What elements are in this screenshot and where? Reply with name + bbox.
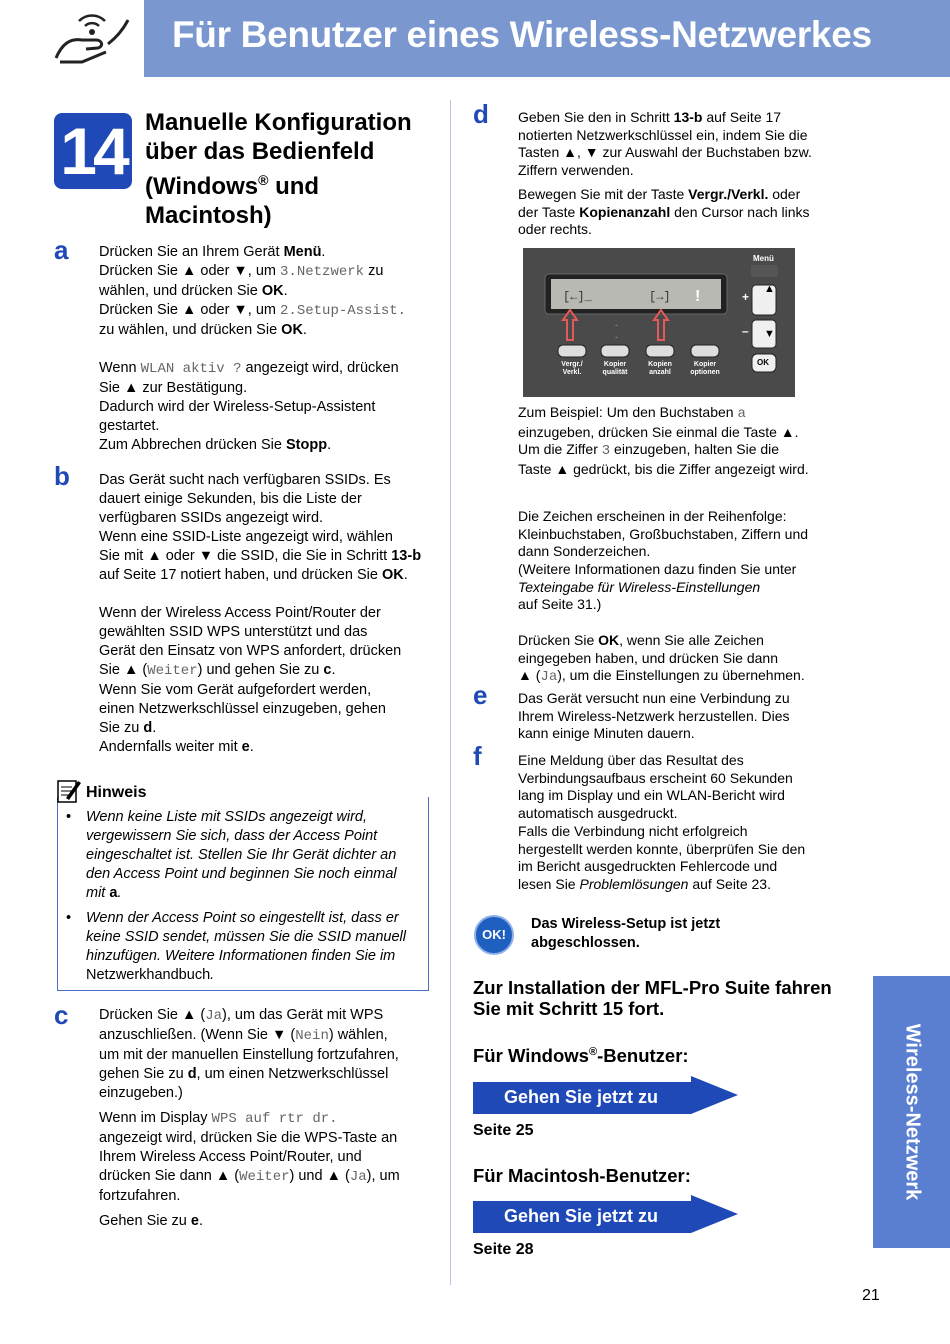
mac-heading: Für Macintosh-Benutzer:	[473, 1165, 691, 1186]
svg-text:-: -	[615, 332, 618, 342]
panel-copies-button-label: Kopien anzahl	[648, 361, 672, 376]
panel-up-arrow-icon: ▲	[764, 283, 775, 295]
step-a-text: Drücken Sie an Ihrem Gerät Menü. Drücken Sie ▲ oder ▼, um 3.Netzwerk zu wählen, und drücken Sie OK. Drücken Sie ▲ oder ▼, um 2.Setup-Assist. zu wählen, und drücken Sie OK. Wenn WLAN aktiv ? angezeigt wird, drücken Sie ▲ zur Bestätigung. Dadurch wird der Wireless-Setup-Assistent gestartet. Zum Abbrechen drücken Sie Stopp.	[99, 244, 407, 453]
step-letter-c: c	[54, 1000, 69, 1030]
ok-badge-icon: OK!	[474, 915, 514, 955]
step-letter-b: b	[54, 461, 70, 491]
panel-minus-label: –	[742, 324, 749, 338]
page-title: Für Benutzer eines Wireless-Netzwerkes	[172, 14, 872, 55]
step-e-text: Das Gerät versucht nun eine Verbindung zu Ihrem Wireless-Netzwerk herzustellen. Dies kann einige Minuten dauern.	[518, 690, 790, 742]
svg-text:!: !	[695, 288, 701, 305]
note-list	[66, 808, 416, 991]
note-item: • Wenn keine Liste mit SSIDs angezeigt wird, vergewissern Sie sich, dass der Access Point eingeschaltet ist. Stellen Sie Ihr Gerät dichter an den Access Point und beginnen Sie noch einmal mit a.	[66, 809, 397, 901]
panel-menu-button-label: Menü	[753, 254, 774, 263]
step-c-text: Drücken Sie ▲ (Ja), um das Gerät mit WPS anzuschließen. (Wenn Sie ▼ (Nein) wählen, um mit der manuellen Einstellung fortzufahren, gehen Sie zu d, um einen Netzwerkschlüssel einzugeben.) Wenn im Display WPS auf rtr dr. angezeigt wird, drücken Sie die WPS-Taste an Ihrem Wireless Access Point/Router, und drücken Sie dann ▲ (Weiter) und ▲ (Ja), um fortzufahren. Gehen Sie zu e.	[99, 1007, 400, 1229]
svg-text:[→]: [→]	[649, 290, 671, 304]
note-heading: Hinweis	[86, 784, 147, 801]
step-letter-e: e	[473, 680, 488, 710]
panel-options-button-label: Kopier optionen	[690, 361, 720, 376]
note-pencil-icon	[56, 778, 82, 809]
side-tab	[873, 976, 950, 1248]
windows-page-ref: Seite 25	[473, 1122, 534, 1139]
panel-quality-button-label: Kopier qualität	[602, 361, 628, 376]
windows-go-button[interactable]	[473, 1076, 738, 1114]
panel-plus-label: +	[742, 290, 750, 304]
step-letter-f: f	[473, 741, 482, 771]
mac-page-ref: Seite 28	[473, 1241, 534, 1258]
panel-ok-button-label: OK	[757, 358, 769, 367]
panel-zoom-button-label: Vergr./ Verkl.	[561, 361, 583, 376]
control-panel-illustration	[523, 248, 795, 397]
step-d-text: Geben Sie den in Schritt 13-b auf Seite 17 notierten Netzwerkschlüssel ein, indem Sie die Tasten ▲, ▼ zur Auswahl der Buchstaben bzw. Ziffern verwenden. Bewegen Sie mit der Taste Vergr./Verkl. oder der Taste Kopienanzahl den Cursor nach links oder rechts.	[518, 109, 812, 238]
wireless-hand-icon	[52, 14, 134, 71]
svg-text:-: -	[615, 320, 618, 330]
column-divider	[450, 100, 451, 1285]
page-number: 21	[862, 1287, 880, 1304]
step-b-text: Das Gerät sucht nach verfügbaren SSIDs. Es dauert einige Sekunden, bis die Liste der verfügbaren SSIDs angezeigt wird. Wenn eine SSID-Liste angezeigt wird, wählen Sie mit ▲ oder ▼ die SSID, die Sie in Schritt 13-b auf Seite 17 notiert haben, und drücken Sie OK. Wenn der Wireless Access Point/Router der gewählten SSID WPS unterstützt und das Gerät den Einsatz von WPS anfordert, drücken Sie ▲ (Weiter) und gehen Sie zu c. Wenn Sie vom Gerät aufgefordert werden, einen Netzwerkschlüssel einzugeben, gehen Sie zu d. Andernfalls weiter mit e.	[99, 472, 422, 755]
mac-go-button[interactable]	[473, 1195, 738, 1233]
section-title: Manuelle Konfiguration über das Bedienfeld (Windows® und Macintosh)	[145, 109, 412, 229]
windows-heading: Für Windows®-Benutzer:	[473, 1045, 689, 1066]
step-d-example-text: Zum Beispiel: Um den Buchstaben a einzugeben, drücken Sie einmal die Taste ▲. Um die Ziffer 3 einzugeben, halten Sie die Taste ▲ gedrückt, bis die Ziffer angezeigt wird. Die Zeichen erscheinen in der Reihenfolge: Kleinbuchstaben, Großbuchstaben, Ziffern und dann Sonderzeichen. (Weitere Informationen dazu finden Sie unter Texteingabe für Wireless-Einstellungen auf Seite 31.) Drücken Sie OK, wenn Sie alle Zeichen eingegeben haben, und drücken Sie dann ▲ (Ja), um die Einstellungen zu übernehmen.	[518, 404, 809, 686]
step-number-badge: 14	[54, 113, 132, 189]
step-letter-d: d	[473, 99, 489, 129]
note-item: • Wenn der Access Point so eingestellt ist, dass er keine SSID sendet, müssen Sie die SSID manuell hinzufügen. Weitere Informationen finden Sie im Netzwerkhandbuch.	[66, 910, 406, 983]
step-letter-a: a	[54, 235, 69, 265]
panel-down-arrow-icon: ▼	[764, 328, 775, 340]
side-tab-label: Wireless-Netzwerk	[901, 1023, 923, 1201]
mac-go-button-label: Gehen Sie jetzt zu	[504, 1206, 659, 1226]
windows-go-button-label: Gehen Sie jetzt zu	[504, 1087, 659, 1107]
svg-text:[←]_: [←]_	[563, 290, 592, 304]
setup-complete-text: Das Wireless-Setup ist jetzt abgeschlossen.	[531, 916, 721, 951]
install-instruction: Zur Installation der MFL-Pro Suite fahren Sie mit Schritt 15 fort.	[473, 977, 832, 1019]
step-f-text: Eine Meldung über das Resultat des Verbindungsaufbaus erscheint 60 Sekunden lang im Display und ein WLAN-Bericht wird automatisch ausgedruckt. Falls die Verbindung nicht erfolgreich hergestellt werden konnte, überprüfen Sie den im Bericht ausgedruckten Fehlercode und lesen Sie Problemlösungen auf Seite 23.	[518, 752, 806, 892]
